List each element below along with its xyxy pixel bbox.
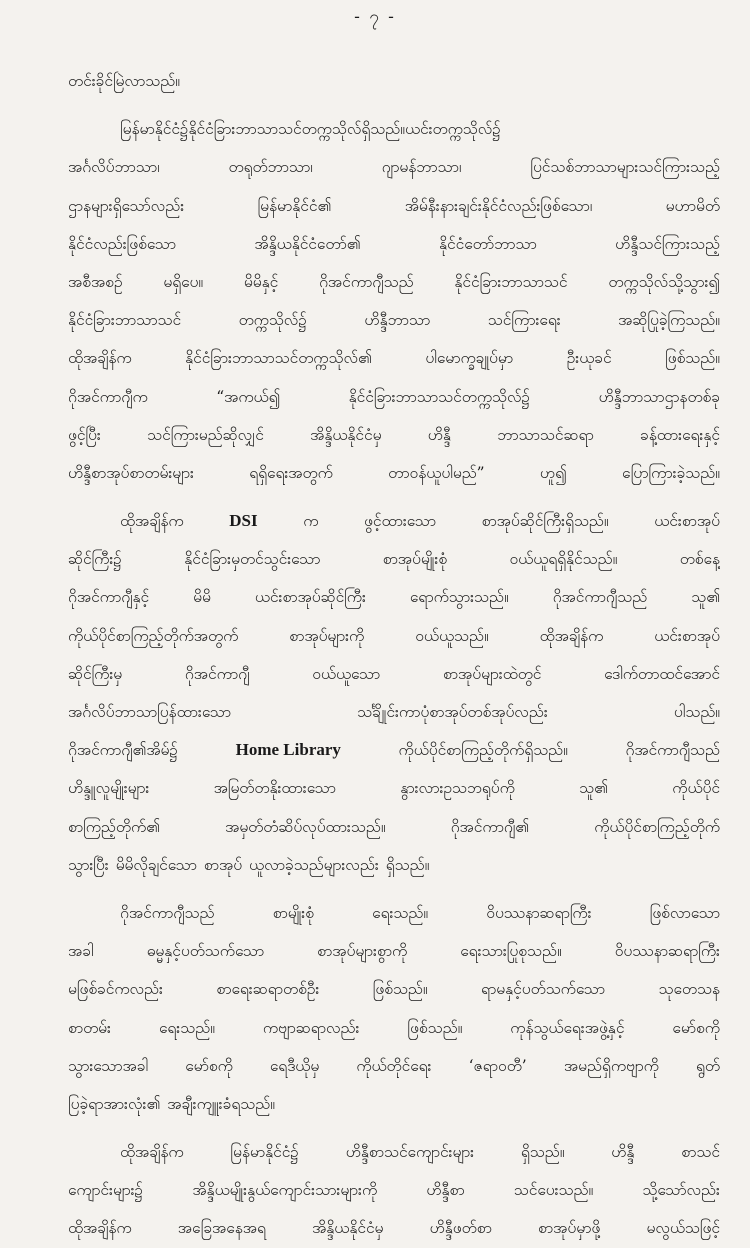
text-word: ထိုအချိန်က (68, 1219, 132, 1238)
text-word: ယင်းစာအုပ်ဆိုင်ကြီး (254, 588, 366, 607)
text-line (68, 339, 720, 377)
text-word: အခါ (68, 942, 94, 961)
text-word: ကိုယ်ပိုင်စာကြည့်တိုက်အတွက် (68, 626, 239, 645)
text-word: ဟိန္ဒီ (611, 1143, 635, 1162)
text-word: မိမိ (193, 588, 211, 607)
text-word: ဆိုင်ကြီး၌ (68, 550, 122, 569)
text-word: ဝိပဿနာဆရာကြီး (614, 942, 720, 961)
text-word: “အကယ်၍ (216, 387, 281, 406)
text-word: ဝယ်ယူရရှိနိုင်သည်။ (509, 550, 618, 569)
text-word: စာအုပ်မျိုးစုံ (382, 550, 448, 569)
text-word: စာကြည့်တိုက်၏ (68, 817, 160, 836)
text-word: တက္ကသိုလ်ရှိသည်။ (301, 120, 405, 139)
text-word: စာအုပ်ဆိုင်ကြီးရှိသည်။ (481, 512, 609, 531)
text-word: အဆိုပြုခဲ့ကြသည်။ (618, 311, 720, 330)
text-word: ကိုယ်ပိုင်စာကြည့်တိုက် (594, 817, 720, 836)
text-line (68, 502, 720, 540)
text-line (68, 62, 720, 100)
text-line (68, 731, 720, 769)
text-word: ရေဒီယိုမှ (269, 1056, 320, 1075)
text-word: သူ၏ (691, 588, 720, 607)
text-word: ဟိန္ဒီစာအုပ်စာတမ်းများ (68, 463, 194, 482)
text-word: စာသင် (681, 1143, 720, 1162)
text-word: နိုင်ငံခြားဘာသာသင် (188, 120, 302, 139)
text-word: ပါသည်။ (673, 703, 720, 721)
text-word: ဂိုအင်ကာဂျီသည် (625, 741, 720, 760)
text-word: ရောက်သွားသည်။ (409, 588, 509, 607)
text-line (68, 416, 720, 454)
text-word: နိုင်ငံလည်းဖြစ်သော (68, 234, 177, 253)
text-word: အမြတ်တနိုးထားသော (213, 779, 336, 798)
text-word: ဂိုအင်ကာဂျီ၏ (450, 817, 530, 836)
text-word: နိုင်ငံခြားမှတင်သွင်းသော (184, 550, 321, 569)
text-word: ပါမောက္ခချုပ်မှာ (425, 349, 514, 368)
text-line (68, 808, 720, 846)
text-word: ဂိုအင်ကာဂျီသည် (120, 903, 215, 922)
text-word: ကုန်သွယ်ရေးအဖွဲ့နှင့် (510, 1018, 625, 1037)
text-word: တစ်နေ့ (679, 550, 720, 569)
text-word: ဟိန္ဒီဘာသာဌာနတစ်ခု (598, 387, 720, 406)
text-word: DSI (229, 511, 258, 531)
text-word: ဦးယုခင် (566, 349, 612, 368)
text-word: စာတမ်း (68, 1018, 111, 1037)
text-word: စာရေးဆရာတစ်ဦး (216, 980, 320, 999)
text-word: ရွတ် (695, 1056, 720, 1075)
text-line (68, 1085, 720, 1123)
text-word: သင်ပေးသည်။ (513, 1181, 594, 1200)
text-word: ဒေါက်တာထင်အောင် (604, 664, 720, 683)
text-word: ဖြစ်သည်။ (665, 349, 720, 368)
text-word: အိန္ဒိယမျိုးနွယ်ကျောင်းသားများကို (192, 1181, 378, 1200)
text-line (68, 1047, 720, 1085)
text-word: မော်စကို (672, 1018, 720, 1037)
text-word: တက္ကသိုလ်၌ (238, 311, 307, 330)
text-line (68, 769, 720, 807)
text-word: ရေးသည်။ (372, 903, 429, 922)
text-line (68, 970, 720, 1008)
text-word: အိန္ဒိယနိုင်ငံတော်၏ (254, 234, 361, 253)
text-word: ဝယ်ယူသည်။ (415, 626, 489, 645)
text-word: ဖွင့်ပြီး (68, 425, 101, 444)
text-word: ပြင်သစ်ဘာသာများသင်ကြားသည့် (530, 158, 720, 177)
text-word: Home Library (235, 740, 341, 760)
text-word: ဟိန္ဒီဘာသာ (364, 311, 431, 330)
text-line (68, 1171, 720, 1209)
text-word: သင်ကြားရေး (487, 311, 561, 330)
text-word: နိုင်ငံခြားဘာသာသင်တက္ကသိုလ်၏ (185, 349, 372, 368)
text-word: အင်္ဂလိပ်ဘာသာပြန်ထားသော (68, 703, 232, 721)
text-word: နွားလားဥသဘရုပ်ကို (400, 779, 515, 798)
text-line (68, 894, 720, 932)
document-body (68, 62, 720, 1248)
text-word: စာအုပ်များစွာကို (317, 942, 408, 961)
text-word: သူ၏ (579, 779, 608, 798)
text-word: ဟိန္ဒူလူမျိုးများ (68, 779, 150, 798)
text-word: ယူလာခဲ့သည်များလည်း (249, 855, 379, 874)
text-word: ဟိန္ဒီသင်ကြားသည့် (615, 234, 720, 253)
text-word: အိန္ဒိယနိုင်ငံမှ (310, 425, 382, 444)
text-line (68, 187, 720, 225)
text-line (68, 225, 720, 263)
text-word: ကိုယ်တိုင်ရေး (356, 1056, 432, 1075)
text-word: အခြေအနေအရ (177, 1219, 266, 1238)
text-word: သွားပြီး (68, 855, 109, 874)
text-word: ထိုအချိန်က (68, 349, 132, 368)
text-word: နိုင်ငံခြားဘာသာသင်တက္ကသိုလ်၌ (348, 387, 531, 406)
text-word: နိုင်ငံခြားဘာသာသင် (68, 311, 182, 330)
text-word: ရေးသည်။ (158, 1018, 215, 1037)
text-word: ခန့်ထားရေးနှင့် (640, 425, 720, 444)
text-line (68, 1209, 720, 1247)
text-word: မြန်မာနိုင်ငံ၌ (230, 1143, 299, 1162)
text-word: မရှိပေ။ (163, 272, 204, 291)
text-word: ဟိန္ဒီ (427, 425, 451, 444)
text-word: အချီးကျူးခံရသည်။ (167, 1094, 275, 1113)
text-word: ယင်းစာအုပ် (654, 512, 720, 531)
text-word: သွားသောအခါ (68, 1056, 149, 1075)
text-word: အိန္ဒိယနိုင်ငံမှ (312, 1219, 384, 1238)
text-word: စာအုပ်များကို (289, 626, 365, 645)
text-word: ပြခဲ့ရာအားလုံး၏ (68, 1094, 161, 1113)
text-line (68, 932, 720, 970)
text-word: တရုတ်ဘာသာ၊ (228, 158, 313, 177)
text-word: ဟူ၍ (539, 463, 567, 482)
text-word: အမှတ်တံဆိပ်လုပ်ထားသည်။ (225, 817, 386, 836)
text-line (68, 110, 720, 148)
text-word: စာမျိုးစုံ (272, 903, 314, 922)
text-word: သို့သော်လည်း (642, 1181, 720, 1200)
text-word: ဂျာမန်ဘာသာ၊ (381, 158, 462, 177)
text-word: နိုင်ငံခြားဘာသာသင် (454, 272, 568, 291)
text-line (68, 578, 720, 616)
text-word: ဝိပဿနာဆရာကြီး (486, 903, 592, 922)
text-word: ရာမနှင့်ပတ်သက်သော (481, 980, 606, 999)
text-word: ထိုအချိန်က (539, 626, 604, 645)
text-word: မြန်မာနိုင်ငံ၏ (257, 196, 332, 215)
text-line (68, 693, 720, 731)
text-line (68, 846, 720, 884)
text-word: ရှိသည်။ (520, 1143, 565, 1162)
text-word: ဖြစ်သည်။ (407, 1018, 463, 1037)
text-word: ဂိုအင်ကာဂျီနှင့် (68, 588, 150, 607)
text-word: မိမိလိုချင်သော (115, 855, 197, 874)
text-word: ‘ဇရာဝတီ’ (468, 1056, 527, 1075)
text-word: ယင်း (404, 120, 433, 139)
text-word: စာအုပ်များထဲတွင် (442, 664, 542, 683)
page-number: - ၇ - (354, 7, 396, 27)
text-word: ပြောကြားခဲ့သည်။ (621, 463, 720, 482)
text-word: စာအုပ်မှာဖို့ (538, 1219, 601, 1238)
text-word: အစီအစဉ် (68, 272, 123, 291)
text-word: ကိုယ်ပိုင်စာကြည့်တိုက်ရှိသည်။ (398, 741, 568, 760)
text-word: တက္ကသိုလ်၌ (432, 120, 501, 139)
text-line (68, 148, 720, 186)
text-word: တင်းခိုင်မြဲလာသည်။ (68, 72, 180, 90)
text-word: ဆိုင်ကြီးမှ (68, 664, 123, 683)
text-word: သုတေသန (658, 980, 720, 999)
text-line (68, 540, 720, 578)
text-word: မဟာမိတ် (665, 196, 720, 215)
text-word: ဝယ်ယူသော (312, 664, 381, 683)
text-word: မလွယ်သဖြင့် (646, 1219, 720, 1238)
text-line (68, 1009, 720, 1047)
text-word: အမည်ရှိကဗျာကို (563, 1056, 659, 1075)
text-word: မဖြစ်ခင်ကလည်း (68, 980, 163, 999)
text-word: ဂိုအင်ကာဂျီသည် (319, 272, 414, 291)
text-line (68, 1133, 720, 1171)
text-line (68, 655, 720, 693)
text-word: ဟိန္ဒီစာသင်ကျောင်းများ (345, 1143, 475, 1162)
text-line (68, 454, 720, 492)
text-word: မိမိနှင့် (243, 272, 279, 291)
text-word: ကျောင်းများ၌ (68, 1181, 144, 1200)
text-word: ယင်းစာအုပ် (654, 626, 720, 645)
text-word: ထိုအချိန်က (120, 512, 184, 531)
text-word: မော်စကို (185, 1056, 233, 1075)
text-word: ရရှိရေးအတွက် (249, 463, 333, 482)
text-line (68, 263, 720, 301)
text-word: သင်္ချိုင်းကာပုံစာအုပ်တစ်အုပ်လည်း (357, 703, 548, 721)
text-word: တာဝန်ယူပါမည်” (388, 463, 485, 482)
text-word: အင်္ဂလိပ်ဘာသာ၊ (68, 158, 160, 177)
text-word: ဓမ္မနှင့်ပတ်သက်သော (146, 942, 265, 961)
text-word: ထိုအချိန်က (120, 1143, 184, 1162)
text-word: ဂိုအင်ကာဂျီသည် (552, 588, 648, 607)
text-word: ရေးသားပြုစုသည်။ (460, 942, 562, 961)
text-word: ဖြစ်သည်။ (372, 980, 428, 999)
text-word: သင်ကြားမည်ဆိုလျှင် (147, 425, 264, 444)
text-word: အိမ်နီးနားချင်းနိုင်ငံလည်းဖြစ်သော၊ (404, 196, 593, 215)
text-word: ဌာနများရှိသော်လည်း (68, 196, 185, 215)
text-word: ကဗျာဆရာလည်း (262, 1018, 360, 1037)
text-word: က (303, 512, 319, 531)
text-word: ဖြစ်လာသော (649, 903, 720, 922)
text-word: ဘာသာသင်ဆရာ (497, 425, 594, 444)
text-word: ဟိန္ဒီစာ (426, 1181, 465, 1200)
text-word: ဖွင့်ထားသော (364, 512, 436, 531)
text-line (68, 378, 720, 416)
text-word: နိုင်ငံတော်ဘာသာ (439, 234, 537, 253)
text-word: ဂိုအင်ကာဂျီ၏အိမ်၌ (68, 741, 179, 760)
text-word: တက္ကသိုလ်သို့သွား၍ (608, 272, 720, 291)
text-word: မြန်မာနိုင်ငံ၌ (120, 120, 189, 139)
text-word: ရှိသည်။ (385, 855, 430, 874)
text-word: စာအုပ် (203, 855, 243, 874)
text-word: ဂိုအင်ကာဂျီ (184, 664, 250, 683)
text-line (68, 301, 720, 339)
text-line (68, 617, 720, 655)
text-word: ဟိန္ဒီဖတ်စာ (429, 1219, 492, 1238)
text-word: ဂိုအင်ကာဂျီက (68, 387, 148, 406)
text-word: ကိုယ်ပိုင် (672, 779, 720, 798)
